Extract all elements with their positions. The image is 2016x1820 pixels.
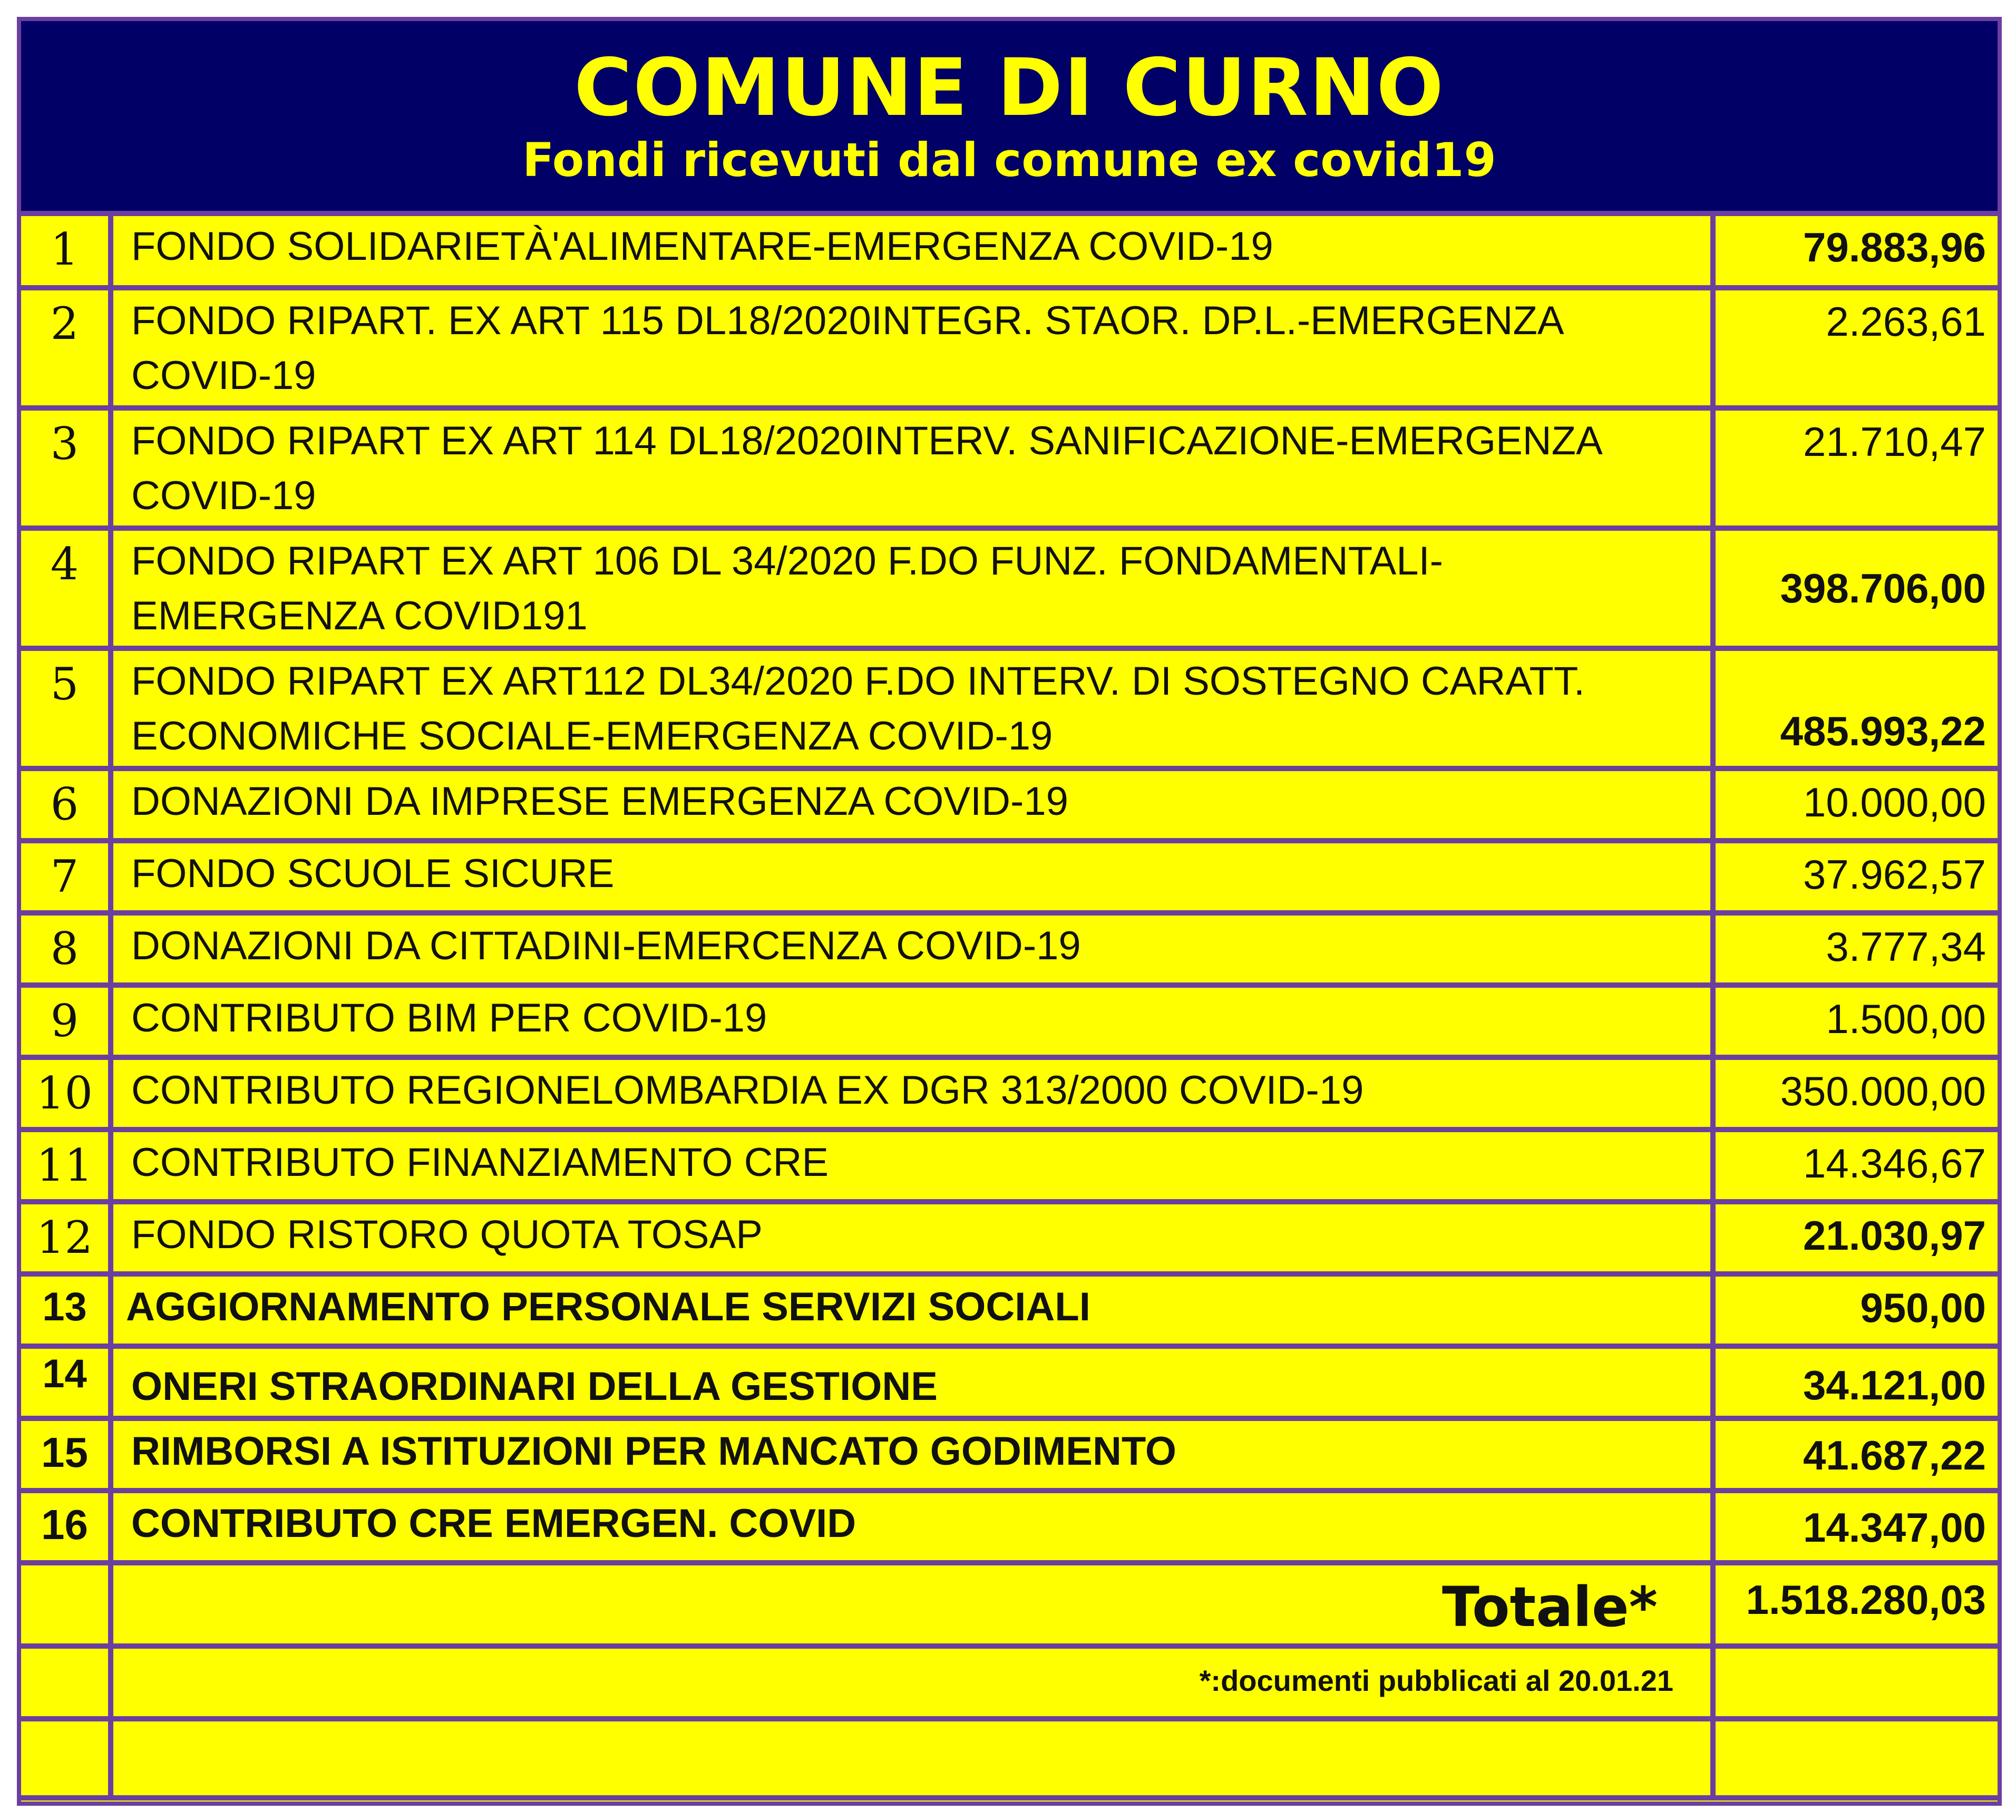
- table-row: [21, 648, 1998, 768]
- table-row: [21, 1418, 1998, 1491]
- row-number: 3: [21, 408, 111, 528]
- row-number: 14: [21, 1346, 111, 1418]
- table-row: [21, 1057, 1998, 1130]
- row-amount: 21.710,47: [1713, 408, 1998, 528]
- table-row: [21, 985, 1998, 1057]
- row-description: CONTRIBUTO REGIONELOMBARDIA EX DGR 313/2000 COVID-19: [111, 1057, 1713, 1130]
- total-row: [21, 1563, 1998, 1646]
- row-description: DONAZIONI DA IMPRESE EMERGENZA COVID-19: [111, 768, 1713, 841]
- empty-cell: [21, 1646, 111, 1719]
- empty-cell: [21, 1563, 111, 1646]
- row-amount: 37.962,57: [1713, 841, 1998, 913]
- row-description: FONDO RIPART EX ART 106 DL 34/2020 F.DO FUNZ. FONDAMENTALI-EMERGENZA COVID191: [111, 528, 1713, 648]
- empty-row: [21, 1719, 1998, 1798]
- row-amount: 2.263,61: [1713, 288, 1998, 408]
- empty-cell: [111, 1719, 1713, 1798]
- funds-table: [21, 216, 1998, 1800]
- row-number: 2: [21, 288, 111, 408]
- row-number: 13: [21, 1274, 111, 1346]
- row-description: RIMBORSI A ISTITUZIONI PER MANCATO GODIMENTO: [111, 1418, 1713, 1491]
- row-amount: 3.777,34: [1713, 913, 1998, 985]
- table-row: [21, 913, 1998, 985]
- row-amount: 14.347,00: [1713, 1491, 1998, 1563]
- total-amount: 1.518.280,03: [1713, 1563, 1998, 1646]
- row-description: CONTRIBUTO CRE EMERGEN. COVID: [111, 1491, 1713, 1563]
- header-banner: [21, 21, 1998, 216]
- footnote-row: [21, 1646, 1998, 1719]
- row-amount: 950,00: [1713, 1274, 1998, 1346]
- row-amount: 1.500,00: [1713, 985, 1998, 1057]
- row-number: 1: [21, 216, 111, 288]
- row-description: FONDO RIPART EX ART112 DL34/2020 F.DO INTERV. DI SOSTEGNO CARATT. ECONOMICHE SOCIALE-EMERGENZA COVID-19: [111, 648, 1713, 768]
- table-row: [21, 1274, 1998, 1346]
- row-description: DONAZIONI DA CITTADINI-EMERCENZA COVID-19: [111, 913, 1713, 985]
- empty-cell: [1713, 1719, 1998, 1798]
- row-number: 7: [21, 841, 111, 913]
- row-number: 10: [21, 1057, 111, 1130]
- funds-sheet: [17, 17, 2002, 1806]
- row-description: FONDO RIPART EX ART 114 DL18/2020INTERV. SANIFICAZIONE-EMERGENZA COVID-19: [111, 408, 1713, 528]
- table-row: [21, 288, 1998, 408]
- row-description: FONDO RISTORO QUOTA TOSAP: [111, 1202, 1713, 1274]
- row-number: 6: [21, 768, 111, 841]
- table-row: [21, 1202, 1998, 1274]
- empty-cell: [21, 1719, 111, 1798]
- table-row: [21, 1130, 1998, 1202]
- row-amount: 14.346,67: [1713, 1130, 1998, 1202]
- total-label: Totale*: [111, 1563, 1713, 1646]
- table-row: [21, 1346, 1998, 1418]
- row-amount: 10.000,00: [1713, 768, 1998, 841]
- row-number: 8: [21, 913, 111, 985]
- table-row: [21, 408, 1998, 528]
- row-description: FONDO SOLIDARIETÀ'ALIMENTARE-EMERGENZA COVID-19: [111, 216, 1713, 288]
- row-description: CONTRIBUTO BIM PER COVID-19: [111, 985, 1713, 1057]
- row-amount: 41.687,22: [1713, 1418, 1998, 1491]
- row-amount: 398.706,00: [1713, 528, 1998, 648]
- row-description: CONTRIBUTO FINANZIAMENTO CRE: [111, 1130, 1713, 1202]
- row-number: 11: [21, 1130, 111, 1202]
- row-amount: 34.121,00: [1713, 1346, 1998, 1418]
- page-title: COMUNE DI CURNO: [574, 42, 1445, 134]
- table-row: [21, 216, 1998, 288]
- page-subtitle: Fondi ricevuti dal comune ex covid19: [522, 133, 1496, 187]
- row-description: FONDO SCUOLE SICURE: [111, 841, 1713, 913]
- row-number: 4: [21, 528, 111, 648]
- row-amount: 485.993,22: [1713, 648, 1998, 768]
- table-row: [21, 1491, 1998, 1563]
- row-amount: 79.883,96: [1713, 216, 1998, 288]
- row-number: 9: [21, 985, 111, 1057]
- table-row: [21, 841, 1998, 913]
- row-description: ONERI STRAORDINARI DELLA GESTIONE: [111, 1346, 1713, 1418]
- row-description: FONDO RIPART. EX ART 115 DL18/2020INTEGR. STAOR. DP.L.-EMERGENZA COVID-19: [111, 288, 1713, 408]
- row-description: AGGIORNAMENTO PERSONALE SERVIZI SOCIALI: [111, 1274, 1713, 1346]
- row-number: 5: [21, 648, 111, 768]
- row-amount: 21.030,97: [1713, 1202, 1998, 1274]
- table-row: [21, 528, 1998, 648]
- row-number: 15: [21, 1418, 111, 1491]
- row-number: 12: [21, 1202, 111, 1274]
- empty-cell: [1713, 1646, 1998, 1719]
- row-amount: 350.000,00: [1713, 1057, 1998, 1130]
- row-number: 16: [21, 1491, 111, 1563]
- footnote: *:documenti pubblicati al 20.01.21: [111, 1646, 1713, 1719]
- table-row: [21, 768, 1998, 841]
